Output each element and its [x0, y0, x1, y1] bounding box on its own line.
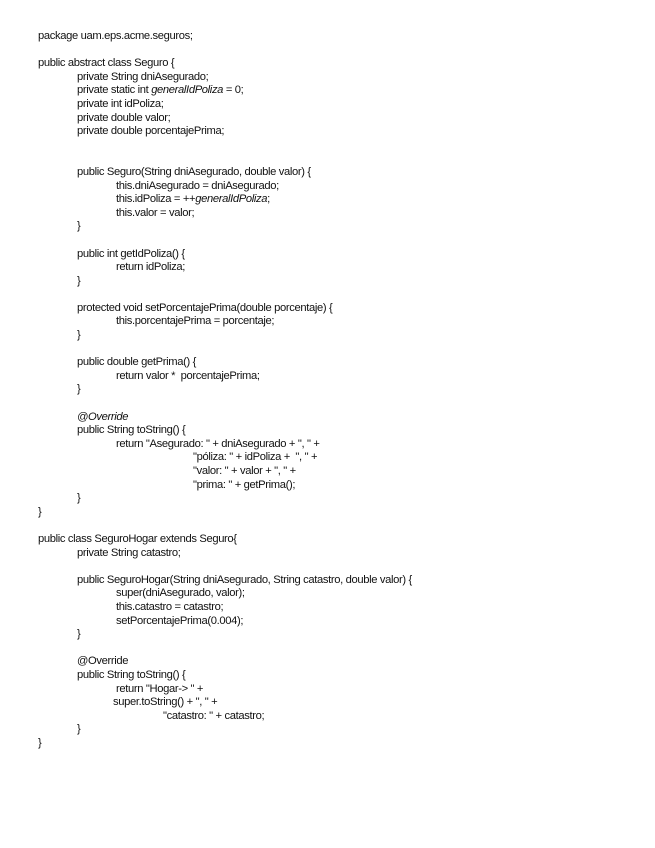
hogar-to-string-return-line-3: "catastro: " + catastro;: [163, 709, 265, 722]
ctor-assign-id-poliza: [38, 193, 638, 207]
class-closing-brace: }: [38, 736, 42, 749]
closing-brace: }: [77, 383, 81, 396]
hogar-to-string-return-line-2: super.toString() + ", " +: [113, 696, 218, 709]
method-get-prima-declaration: public double getPrima() {: [77, 356, 197, 369]
package-line: package uam.eps.acme.seguros;: [38, 30, 193, 42]
hogar-method-to-string-declaration: public String toString() {: [77, 668, 186, 681]
closing-brace: }: [77, 274, 81, 287]
field-id-poliza: private int idPoliza;: [77, 97, 164, 110]
ctor-super-call: super(dniAsegurado, valor);: [116, 587, 245, 600]
blank-line: [38, 397, 638, 411]
code-text: private static int: [77, 84, 152, 97]
override-annotation: @Override: [77, 655, 129, 668]
to-string-return-line-2: "póliza: " + idPoliza + ", " +: [193, 451, 318, 464]
blank-line: [38, 642, 638, 656]
java-code-listing: [38, 30, 638, 750]
closing-brace: }: [77, 628, 81, 641]
ctor-assign-catastro: this.catastro = catastro;: [116, 600, 224, 613]
code-text: = 0;: [223, 84, 244, 97]
static-field-name: generalIdPoliza: [195, 193, 268, 206]
blank-line: [38, 343, 638, 357]
constructor-seguro-hogar-declaration: public SeguroHogar(String dniAsegurado, String catastro, double valor) {: [77, 573, 412, 586]
hogar-to-string-return-line-1: return "Hogar-> " +: [116, 682, 204, 695]
get-prima-return: return valor * porcentajePrima;: [116, 369, 260, 382]
to-string-return-line-3: "valor: " + valor + ", " +: [193, 465, 296, 477]
seguro-class-declaration: public abstract class Seguro {: [38, 57, 175, 70]
blank-line: [38, 234, 638, 248]
closing-brace: }: [77, 492, 81, 505]
field-dni-asegurado: private String dniAsegurado;: [77, 70, 209, 83]
ctor-assign-valor: this.valor = valor;: [116, 206, 195, 219]
seguro-hogar-class-declaration: public class SeguroHogar extends Seguro{: [38, 532, 237, 545]
get-id-poliza-return: return idPoliza;: [116, 261, 186, 274]
blank-line: [38, 560, 638, 574]
to-string-return-line-4: "prima: " + getPrima();: [193, 478, 296, 491]
code-text: ;: [267, 193, 270, 206]
field-general-id-poliza: [38, 84, 638, 98]
closing-brace: }: [77, 329, 81, 342]
ctor-set-porcentaje-prima-call: setPorcentajePrima(0.004);: [116, 614, 244, 627]
blank-line: [38, 152, 638, 166]
blank-line: [38, 288, 638, 302]
field-valor: private double valor;: [77, 111, 171, 124]
to-string-return-line-1: return "Asegurado: " + dniAsegurado + ", " +: [116, 437, 320, 450]
code-text: this.idPoliza = ++: [116, 193, 196, 206]
blank-line: [38, 139, 638, 153]
set-porcentaje-prima-body: this.porcentajePrima = porcentaje;: [116, 315, 275, 328]
method-set-porcentaje-prima-declaration: protected void setPorcentajePrima(double porcentaje) {: [77, 301, 333, 314]
field-catastro: private String catastro;: [77, 546, 181, 559]
ctor-assign-dni: this.dniAsegurado = dniAsegurado;: [116, 179, 279, 192]
static-field-name: generalIdPoliza: [151, 84, 224, 97]
field-porcentaje-prima: private double porcentajePrima;: [77, 125, 225, 138]
override-annotation: @Override: [77, 410, 129, 423]
constructor-seguro-declaration: public Seguro(String dniAsegurado, double valor) {: [77, 165, 311, 178]
closing-brace: }: [77, 723, 81, 736]
method-get-id-poliza-declaration: public int getIdPoliza() {: [77, 247, 185, 260]
blank-line: [38, 519, 638, 533]
class-closing-brace: }: [38, 505, 42, 518]
blank-line: [38, 44, 638, 58]
method-to-string-declaration: public String toString() {: [77, 424, 186, 437]
closing-brace: }: [77, 220, 81, 233]
